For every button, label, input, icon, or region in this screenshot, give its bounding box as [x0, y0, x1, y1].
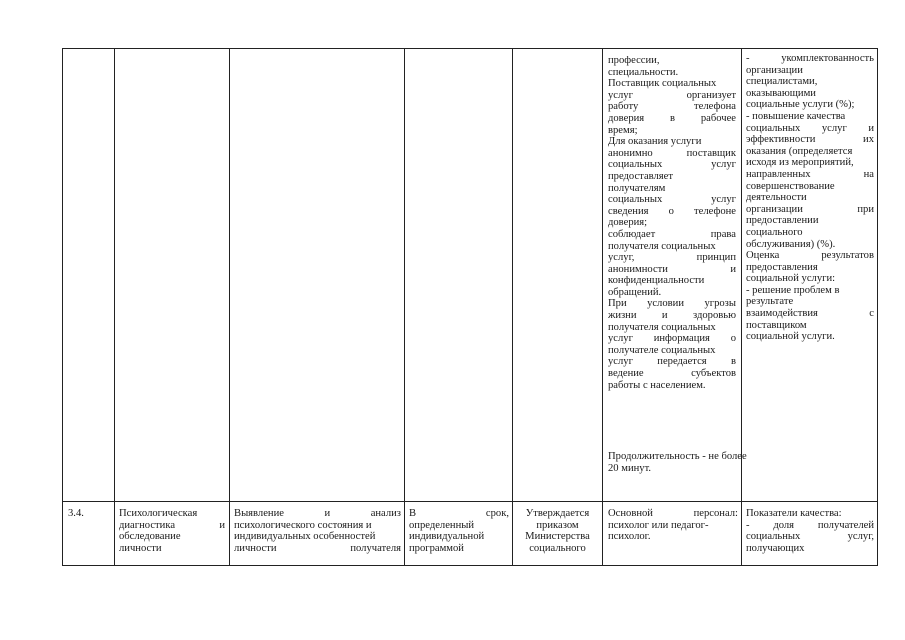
text-line: [234, 508, 401, 520]
word: организации: [746, 203, 803, 215]
text-line: [746, 123, 874, 135]
table-border-left: [62, 48, 63, 566]
text-line: обследование: [119, 531, 181, 543]
text-line: Для оказания услуги: [608, 136, 702, 148]
word: угрозы: [704, 298, 736, 310]
text-line: [608, 252, 736, 264]
word: и: [661, 310, 668, 322]
text-line: организации: [746, 64, 803, 76]
word: услуг: [608, 89, 633, 101]
text-line: психолог или педагог-: [608, 519, 709, 531]
text-line: профессии,: [608, 55, 660, 66]
text-line: психологического состояния и: [234, 519, 372, 531]
text-line: приказом: [536, 519, 579, 531]
row-3-3-quality-indicators: [746, 53, 874, 343]
word: направленных: [746, 168, 811, 180]
word: Основной: [608, 508, 653, 519]
word: телефона: [694, 101, 736, 113]
text-line: [608, 356, 736, 368]
text-line: социальной услуги:: [746, 273, 836, 285]
text-line: [608, 206, 736, 218]
row-3-4-quality-indicators: [746, 508, 874, 554]
word: В: [409, 508, 417, 519]
word: в: [730, 356, 736, 368]
text-line: получающих: [746, 542, 805, 554]
word: телефоне: [694, 205, 736, 217]
word: услуг: [608, 356, 633, 368]
text-line: - решение проблем в: [746, 284, 840, 296]
text-line: получателя социальных: [608, 321, 716, 333]
word: доверия: [608, 112, 645, 124]
text-line: Психологическая: [119, 508, 198, 519]
word: и: [324, 508, 331, 519]
word: социальных: [608, 194, 663, 206]
word: социальных: [608, 159, 663, 171]
text-line: исходя из мероприятий,: [746, 157, 854, 169]
text-line: Поставщик социальных: [608, 78, 717, 90]
word: анализ: [370, 508, 401, 519]
word: о: [668, 205, 674, 217]
word: их: [863, 134, 874, 146]
text-line: [608, 101, 736, 113]
word: доля: [773, 519, 795, 531]
row-3-3-personnel-requirements: [608, 55, 736, 391]
text-line: конфиденциальности: [608, 275, 705, 287]
column-divider: [404, 48, 405, 566]
word: условии: [647, 298, 684, 310]
text-line: результате: [746, 296, 794, 308]
text-line: [746, 520, 874, 532]
row-3-4-service-name: [119, 508, 225, 554]
word: услуг,: [608, 252, 635, 264]
text-line: социального: [746, 226, 803, 238]
services-table: [62, 48, 878, 566]
text-line: - повышение качества: [746, 110, 846, 122]
text-line: 20 минут.: [608, 462, 652, 474]
word: принцип: [696, 252, 736, 264]
word: укомплектованность: [781, 53, 874, 64]
row-3-4-personnel: [608, 508, 738, 543]
text-line: доверия;: [608, 217, 648, 229]
text-line: [746, 134, 874, 146]
text-line: [409, 508, 509, 520]
word: поставщик: [686, 147, 736, 159]
word: услуг: [821, 122, 847, 134]
text-line: [608, 90, 736, 102]
text-line: индивидуальной: [409, 531, 485, 543]
text-line: работы с населением.: [608, 379, 706, 391]
word: срок,: [485, 508, 509, 519]
text-line: [608, 298, 736, 310]
word: анонимно: [608, 147, 653, 159]
text-line: получателя социальных: [608, 240, 716, 252]
text-line: совершенствование: [746, 180, 835, 192]
text-line: время;: [608, 124, 638, 136]
text-line: Показатели качества:: [746, 508, 842, 519]
word: здоровью: [692, 310, 736, 322]
text-line: [746, 308, 874, 320]
word: услуг,: [847, 531, 874, 543]
word: социальных: [746, 531, 801, 543]
text-line: социальные услуги (%);: [746, 99, 855, 111]
word: диагностика: [119, 519, 176, 531]
text-line: психолог.: [608, 531, 651, 543]
word: анонимности: [608, 263, 668, 275]
word: жизни: [608, 310, 637, 322]
text-line: [746, 250, 874, 262]
word: в: [670, 112, 676, 124]
word: услуг: [711, 159, 736, 171]
column-divider: [602, 48, 603, 566]
word: персонал:: [693, 508, 738, 519]
word: передается: [657, 356, 707, 368]
column-divider: [114, 48, 115, 566]
text-line: [608, 333, 736, 345]
text-line: [608, 229, 736, 241]
word: услуг: [608, 333, 633, 345]
word: Оценка: [746, 250, 780, 262]
word: работу: [608, 101, 639, 113]
text-line: [608, 508, 738, 520]
column-divider: [741, 48, 742, 566]
text-line: [746, 531, 874, 543]
word: субъектов: [691, 368, 736, 380]
column-divider: [229, 48, 230, 566]
text-line: [608, 264, 736, 276]
word: услуг: [711, 194, 736, 206]
word: -: [746, 53, 750, 64]
row-3-4-norms: [513, 508, 602, 554]
word: Выявление: [234, 508, 284, 519]
text-line: [746, 53, 874, 65]
word: результатов: [821, 250, 874, 262]
text-line: [608, 194, 736, 206]
text-line: деятельности: [746, 192, 807, 204]
word: личности: [234, 542, 277, 554]
text-line: обращений.: [608, 286, 662, 298]
text-line: специалистами,: [746, 76, 818, 88]
text-line: определенный: [409, 519, 475, 531]
word: рабочее: [700, 112, 736, 124]
word: и: [219, 519, 225, 531]
word: информация: [653, 333, 710, 345]
text-line: поставщиком: [746, 319, 807, 331]
word: -: [746, 519, 750, 531]
row-number: 3.4.: [68, 508, 84, 519]
word: и: [868, 122, 874, 134]
word: социальных: [746, 122, 801, 134]
text-line: [119, 520, 225, 532]
text-line: [608, 310, 736, 322]
word: сведения: [608, 205, 649, 217]
word: права: [710, 228, 736, 240]
text-line: оказания (определяется: [746, 145, 853, 157]
word: с: [869, 308, 874, 320]
text-line: Министерства: [525, 531, 590, 543]
text-line: предоставляет: [608, 170, 673, 182]
text-line: Утверждается: [525, 508, 590, 519]
text-line: социального: [529, 542, 586, 554]
table-border-bottom: [62, 565, 878, 566]
word: ведение: [608, 368, 644, 380]
text-line: специальности.: [608, 66, 679, 78]
word: и: [730, 263, 736, 275]
word: взаимодействия: [746, 308, 818, 320]
text-line: [746, 169, 874, 181]
table-border-right: [877, 48, 878, 566]
row-3-4-timing: [409, 508, 509, 554]
text-line: индивидуальных особенностей: [234, 531, 376, 543]
column-divider: [512, 48, 513, 566]
word: о: [730, 333, 736, 345]
word: на: [863, 168, 874, 180]
word: При: [608, 298, 627, 310]
text-line: [608, 159, 736, 171]
text-line: [608, 148, 736, 160]
table-border-top: [62, 48, 878, 49]
text-line: [608, 113, 736, 125]
text-line: [608, 368, 736, 380]
text-line: обслуживания) (%).: [746, 238, 836, 250]
text-line: Продолжительность - не более: [608, 451, 747, 462]
text-line: получателе социальных: [608, 344, 716, 356]
text-line: получателям: [608, 182, 666, 194]
row-3-3-duration: [608, 451, 808, 474]
word: получателей: [817, 519, 874, 531]
row-3-4-description: [234, 508, 401, 554]
word: эффективности: [746, 134, 816, 146]
row-3-4-number: [68, 508, 112, 520]
text-line: [234, 543, 401, 555]
word: соблюдает: [608, 228, 656, 240]
word: при: [857, 203, 874, 215]
text-line: программой: [409, 542, 464, 554]
text-line: социальной услуги.: [746, 331, 835, 343]
text-line: оказывающими: [746, 87, 816, 99]
text-line: предоставления: [746, 261, 818, 273]
word: получателя: [350, 542, 401, 554]
text-line: [746, 204, 874, 216]
word: организует: [686, 89, 736, 101]
text-line: предоставлении: [746, 215, 819, 227]
text-line: личности: [119, 542, 162, 554]
row-divider: [62, 501, 878, 502]
